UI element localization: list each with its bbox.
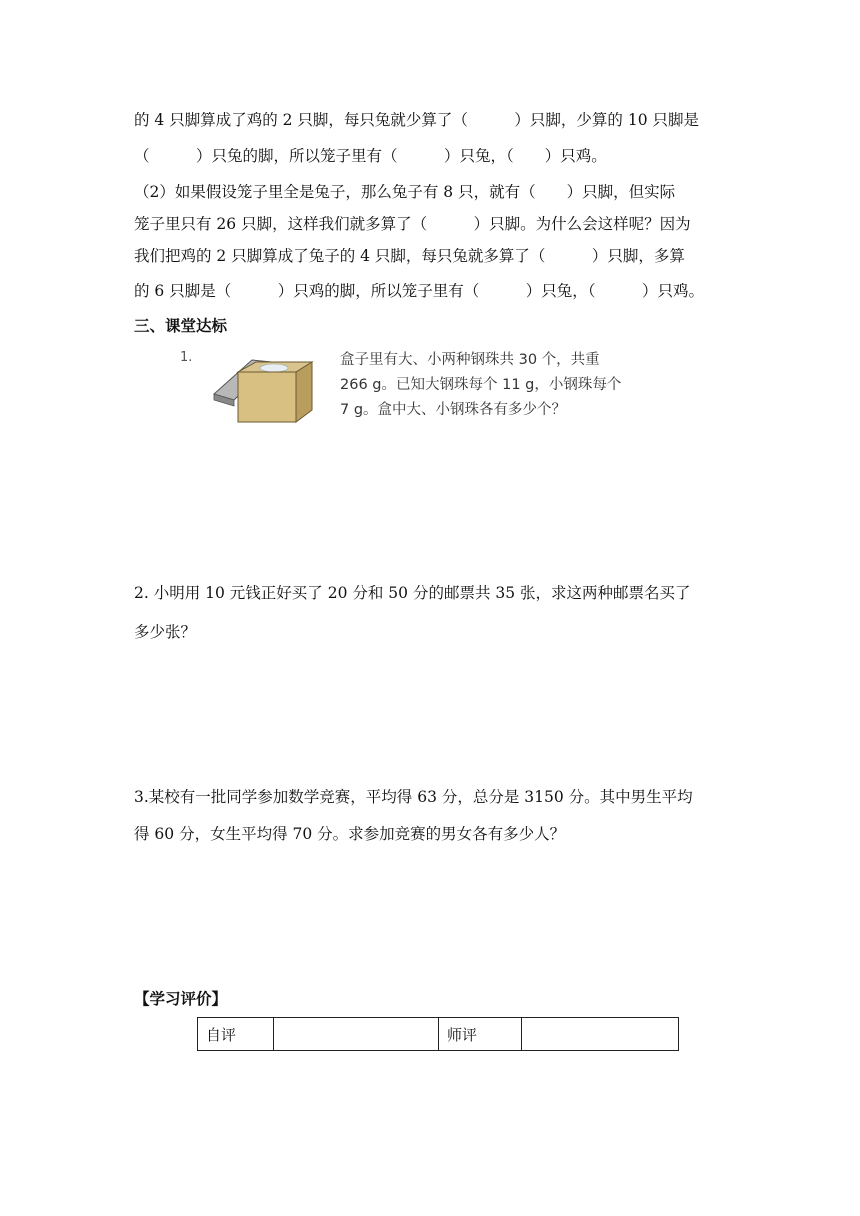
box-illustration <box>212 352 320 424</box>
problem-1-text-line-2: 266 g。已知大钢珠每个 11 g，小钢珠每个 <box>340 377 622 393</box>
problem-1-text-line-1: 盒子里有大、小两种钢珠共 30 个，共重 <box>340 352 600 368</box>
problem-1-text <box>340 348 728 423</box>
problem-3-line-2: 得 60 分，女生平均得 70 分。求参加竞赛的男女各有多少人？ <box>134 825 566 843</box>
problem-1-text-line-3: 7 g。盒中大、小钢珠各有多少个？ <box>340 402 567 418</box>
evaluation-title: 【学习评价】 <box>134 990 228 1008</box>
evaluation-row <box>198 1018 679 1051</box>
paragraph-line-5: 我们把鸡的 2 只脚算成了兔子的 4 只脚，每只兔就多算了（ ）只脚，多算 <box>134 247 685 265</box>
paragraph-line-3: （2）如果假设笼子里全是兔子，那么兔子有 8 只，就有（ ）只脚，但实际 <box>134 183 676 201</box>
paragraph-line-6: 的 6 只脚是（ ）只鸡的脚，所以笼子里有（ ）只兔，（ ）只鸡。 <box>134 282 704 300</box>
teacher-eval-cell[interactable] <box>522 1018 679 1051</box>
problem-3-line-1: 3.某校有一批同学参加数学竞赛，平均得 63 分，总分是 3150 分。其中男生平均 <box>134 788 693 806</box>
teacher-eval-label: 师评 <box>439 1018 522 1051</box>
evaluation-table <box>197 1017 679 1051</box>
problem-2-line-2: 多少张？ <box>134 623 197 641</box>
paragraph-line-1: 的 4 只脚算成了鸡的 2 只脚，每只兔就少算了（ ）只脚，少算的 10 只脚是 <box>134 111 700 129</box>
problem-1-figure <box>178 348 728 426</box>
paragraph-line-2: （ ）只兔的脚，所以笼子里有（ ）只兔，（ ）只鸡。 <box>134 147 607 165</box>
problem-1-number: 1. <box>180 350 193 365</box>
self-eval-label: 自评 <box>198 1018 274 1051</box>
paragraph-line-4: 笼子里只有 26 只脚，这样我们就多算了（ ）只脚。为什么会这样呢？因为 <box>134 215 691 233</box>
self-eval-cell[interactable] <box>274 1018 439 1051</box>
section-title-classwork: 三、课堂达标 <box>134 317 228 335</box>
problem-2-line-1: 2. 小明用 10 元钱正好买了 20 分和 50 分的邮票共 35 张，求这两种邮票名买了 <box>134 584 691 602</box>
